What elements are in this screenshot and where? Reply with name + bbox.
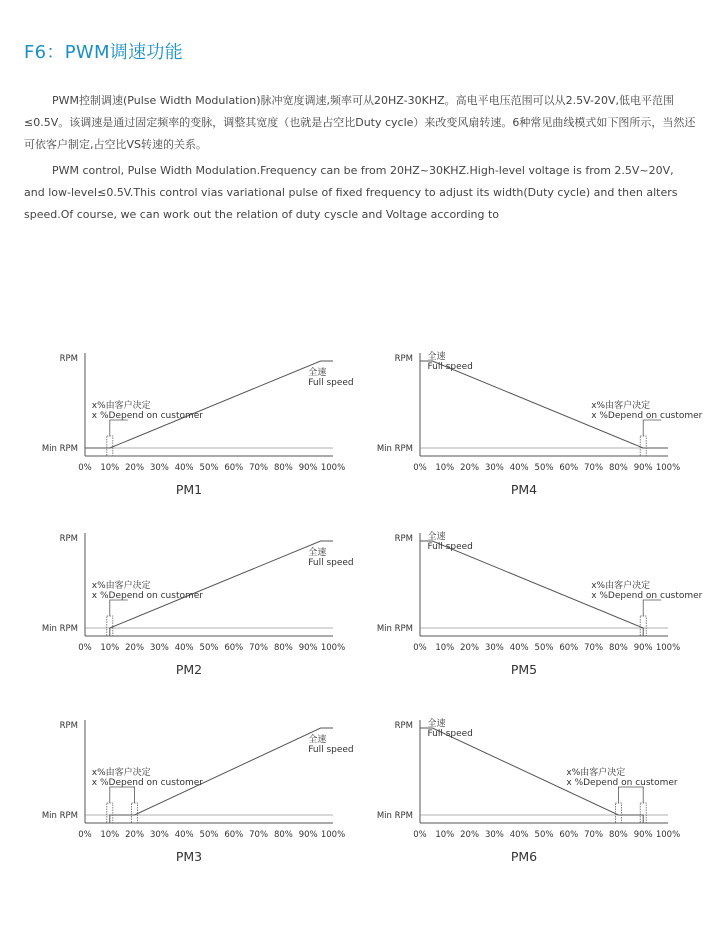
x-tick-label: 10% bbox=[100, 463, 120, 473]
customer-zone bbox=[132, 803, 138, 823]
note-en: x %Depend on customer bbox=[591, 411, 703, 421]
note-en: x %Depend on customer bbox=[591, 591, 703, 601]
x-tick-label: 10% bbox=[435, 643, 455, 653]
x-tick-label: 70% bbox=[584, 643, 604, 653]
note-bracket bbox=[643, 420, 661, 436]
chart-caption: PM2 bbox=[175, 662, 203, 677]
x-tick-label: 50% bbox=[534, 463, 554, 473]
y-label-rpm: RPM bbox=[59, 721, 78, 731]
note-bracket bbox=[618, 787, 643, 803]
x-tick-label: 100% bbox=[320, 643, 346, 653]
chart-caption: PM4 bbox=[510, 482, 538, 497]
x-tick-label: 30% bbox=[484, 463, 504, 473]
full-speed-cn: 全速 bbox=[308, 368, 327, 378]
x-tick-label: 20% bbox=[460, 643, 480, 653]
x-tick-label: 70% bbox=[249, 643, 269, 653]
y-label-rpm: RPM bbox=[394, 721, 413, 731]
x-tick-label: 10% bbox=[100, 643, 120, 653]
x-tick-label: 20% bbox=[460, 830, 480, 840]
chart-pm1 bbox=[30, 345, 360, 509]
note-cn: x%由客户决定 bbox=[591, 581, 651, 591]
x-tick-label: 0% bbox=[413, 463, 427, 473]
x-tick-label: 30% bbox=[484, 643, 504, 653]
x-tick-label: 60% bbox=[224, 830, 244, 840]
x-tick-label: 10% bbox=[435, 830, 455, 840]
x-tick-label: 70% bbox=[584, 830, 604, 840]
y-label-min-rpm: Min RPM bbox=[41, 811, 78, 821]
x-tick-label: 90% bbox=[633, 463, 653, 473]
full-speed-en: Full speed bbox=[427, 362, 473, 372]
chart-pm2 bbox=[30, 525, 360, 689]
full-speed-cn: 全速 bbox=[427, 532, 446, 542]
x-tick-label: 100% bbox=[655, 463, 681, 473]
x-tick-label: 80% bbox=[273, 643, 293, 653]
note-cn: x%由客户决定 bbox=[591, 401, 651, 411]
x-tick-label: 20% bbox=[125, 830, 145, 840]
customer-zone bbox=[107, 436, 113, 456]
x-tick-label: 70% bbox=[584, 463, 604, 473]
note-en: x %Depend on customer bbox=[91, 591, 203, 601]
y-label-min-rpm: Min RPM bbox=[41, 624, 78, 634]
chart-caption: PM3 bbox=[175, 849, 203, 864]
x-tick-label: 60% bbox=[559, 830, 579, 840]
note-en: x %Depend on customer bbox=[566, 778, 678, 788]
paragraph-english: PWM control, Pulse Width Modulation.Frequency can be from 20HZ~30KHZ.High-level voltage is from 2.5V~20V, and low-level≤0.5V.This control vias variational pulse of fixed frequency to adjust its width(Duty cycle) and then alters speed.Of course, we can work out the relation of duty cyscle and Voltage according to bbox=[24, 164, 678, 221]
x-tick-label: 60% bbox=[559, 643, 579, 653]
x-tick-label: 30% bbox=[149, 643, 169, 653]
chart-pm6 bbox=[365, 712, 695, 876]
x-tick-label: 60% bbox=[559, 463, 579, 473]
x-tick-label: 100% bbox=[320, 463, 346, 473]
y-label-rpm: RPM bbox=[394, 534, 413, 544]
y-label-min-rpm: Min RPM bbox=[376, 444, 413, 454]
note-bracket bbox=[110, 787, 135, 803]
note-bracket bbox=[110, 420, 128, 436]
note-en: x %Depend on customer bbox=[91, 411, 203, 421]
full-speed-cn: 全速 bbox=[308, 548, 327, 558]
series-line bbox=[420, 728, 668, 823]
note-bracket bbox=[110, 600, 128, 616]
note-en: x %Depend on customer bbox=[91, 778, 203, 788]
chart-caption: PM5 bbox=[510, 662, 538, 677]
x-tick-label: 40% bbox=[174, 643, 194, 653]
x-tick-label: 80% bbox=[273, 830, 293, 840]
note-cn: x%由客户决定 bbox=[91, 768, 151, 778]
customer-zone bbox=[640, 436, 646, 456]
x-tick-label: 80% bbox=[608, 463, 628, 473]
y-label-rpm: RPM bbox=[59, 534, 78, 544]
x-tick-label: 70% bbox=[249, 830, 269, 840]
x-tick-label: 0% bbox=[78, 643, 92, 653]
x-tick-label: 30% bbox=[484, 830, 504, 840]
full-speed-en: Full speed bbox=[308, 558, 354, 568]
x-tick-label: 30% bbox=[149, 463, 169, 473]
x-tick-label: 20% bbox=[125, 463, 145, 473]
chart-pm3 bbox=[30, 712, 360, 876]
x-tick-label: 10% bbox=[435, 463, 455, 473]
x-tick-label: 20% bbox=[460, 463, 480, 473]
full-speed-cn: 全速 bbox=[308, 735, 327, 745]
y-label-rpm: RPM bbox=[59, 354, 78, 364]
x-tick-label: 40% bbox=[509, 643, 529, 653]
y-label-min-rpm: Min RPM bbox=[376, 624, 413, 634]
x-tick-label: 70% bbox=[249, 463, 269, 473]
customer-zone bbox=[615, 803, 621, 823]
x-tick-label: 10% bbox=[100, 830, 120, 840]
full-speed-en: Full speed bbox=[308, 378, 354, 388]
chart-caption: PM1 bbox=[175, 482, 203, 497]
x-tick-label: 40% bbox=[174, 830, 194, 840]
x-tick-label: 0% bbox=[78, 463, 92, 473]
x-tick-label: 0% bbox=[78, 830, 92, 840]
y-label-min-rpm: Min RPM bbox=[41, 444, 78, 454]
chart-pm4 bbox=[365, 345, 703, 509]
x-tick-label: 90% bbox=[633, 830, 653, 840]
x-tick-label: 40% bbox=[174, 463, 194, 473]
note-cn: x%由客户决定 bbox=[91, 401, 151, 411]
section-title: F6：PWM调速功能 bbox=[24, 42, 183, 63]
x-tick-label: 60% bbox=[224, 463, 244, 473]
x-tick-label: 90% bbox=[298, 643, 318, 653]
chart-pm5 bbox=[365, 525, 703, 689]
chart-caption: PM6 bbox=[510, 849, 538, 864]
y-label-rpm: RPM bbox=[394, 354, 413, 364]
full-speed-cn: 全速 bbox=[427, 719, 446, 729]
x-tick-label: 50% bbox=[534, 830, 554, 840]
x-tick-label: 40% bbox=[509, 830, 529, 840]
paragraph-chinese: PWM控制调速(Pulse Width Modulation)脉冲宽度调速,频率可从20HZ-30KHZ。高电平电压范围可以从2.5V-20V,低电平范围≤0.5V。该调速是通过固定频率的变脉，调整其宽度（也就是占空比Duty cycle）来改变风扇转速。6种常见曲线模式如下图所示，当然还可依客户制定,占空比VS转速的关系。 bbox=[24, 94, 696, 151]
full-speed-en: Full speed bbox=[308, 745, 354, 755]
full-speed-en: Full speed bbox=[427, 542, 473, 552]
x-tick-label: 80% bbox=[273, 463, 293, 473]
note-cn: x%由客户决定 bbox=[566, 768, 626, 778]
x-tick-label: 100% bbox=[655, 643, 681, 653]
x-tick-label: 40% bbox=[509, 463, 529, 473]
x-tick-label: 90% bbox=[298, 463, 318, 473]
x-tick-label: 50% bbox=[199, 830, 219, 840]
note-cn: x%由客户决定 bbox=[91, 581, 151, 591]
x-tick-label: 0% bbox=[413, 830, 427, 840]
x-tick-label: 60% bbox=[224, 643, 244, 653]
note-bracket bbox=[643, 600, 661, 616]
x-tick-label: 90% bbox=[633, 643, 653, 653]
x-tick-label: 50% bbox=[534, 643, 554, 653]
x-tick-label: 100% bbox=[655, 830, 681, 840]
x-tick-label: 50% bbox=[199, 463, 219, 473]
x-tick-label: 90% bbox=[298, 830, 318, 840]
full-speed-cn: 全速 bbox=[427, 352, 446, 362]
x-tick-label: 0% bbox=[413, 643, 427, 653]
x-tick-label: 100% bbox=[320, 830, 346, 840]
x-tick-label: 50% bbox=[199, 643, 219, 653]
y-label-min-rpm: Min RPM bbox=[376, 811, 413, 821]
x-tick-label: 30% bbox=[149, 830, 169, 840]
x-tick-label: 80% bbox=[608, 830, 628, 840]
x-tick-label: 20% bbox=[125, 643, 145, 653]
x-tick-label: 80% bbox=[608, 643, 628, 653]
full-speed-en: Full speed bbox=[427, 729, 473, 739]
